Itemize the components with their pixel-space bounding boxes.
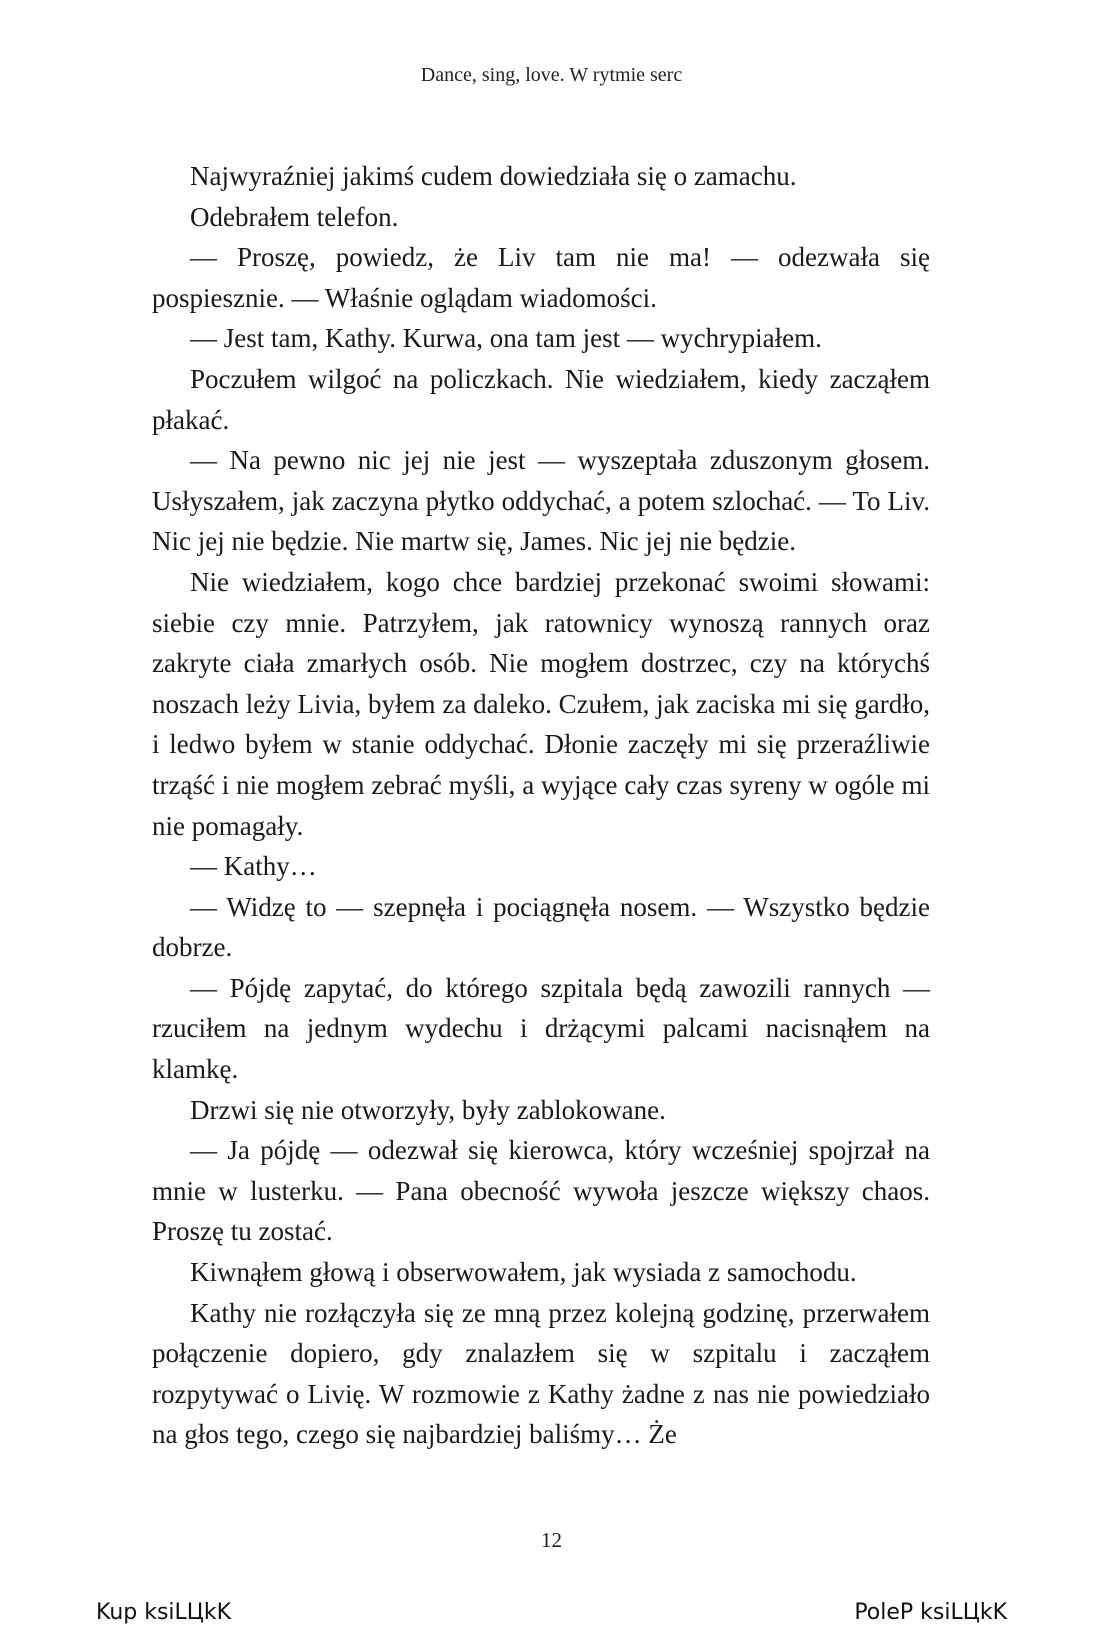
paragraph: — Ja pójdę — odezwał się kierowca, który wcześniej spojrzał na mnie w lusterku. — Pana obecność wywoła jeszcze większy chaos. Proszę tu zostać. [152, 1135, 930, 1247]
paragraph: — Pójdę zapytać, do którego szpitala będą zawozili rannych — rzuciłem na jednym wydechu i drżącymi palcami nacisnąłem na klamkę. [152, 972, 930, 1085]
recommend-book-link[interactable]: PoleP ksiLЦkK [854, 1600, 1007, 1625]
paragraph: Drzwi się nie otworzyły, były zablokowane. [190, 1094, 666, 1125]
paragraph: Kiwnąłem głową i obserwowałem, jak wysiada z samochodu. [190, 1257, 857, 1288]
buy-book-link[interactable]: Kup ksiLЦkK [96, 1600, 232, 1625]
paragraph: — Jest tam, Kathy. Kurwa, ona tam jest — wychrypiałem. [190, 323, 822, 354]
paragraph: — Na pewno nic jej nie jest — wyszeptała zduszonym głosem. Usłyszałem, jak zaczyna płytko oddychać, a potem szlochać. — To Liv. Nic jej nie będzie. Nie martw się, James. Nic jej nie będzie. [152, 445, 930, 557]
paragraph: Kathy nie rozłączyła się ze mną przez kolejną godzinę, przerwałem połączenie dopiero, gdy znalazłem się w szpitalu i zacząłem rozpytywać o Livię. W rozmowie z Kathy żadne z nas nie powiedziało na głos tego, czego się najbardziej baliśmy… Że [152, 1297, 930, 1450]
paragraph: — Widzę to — szepnęła i pociągnęła nosem. — Wszystko będzie dobrze. [152, 891, 930, 963]
page-number: 12 [541, 1528, 562, 1552]
paragraph: — Proszę, powiedz, że Liv tam nie ma! — odezwała się pospiesznie. — Właśnie oglądam wiadomości. [152, 242, 930, 313]
running-head: Dance, sing, love. W rytmie serc [420, 64, 683, 86]
paragraph: Poczułem wilgoć na policzkach. Nie wiedziałem, kiedy zacząłem płakać. [152, 363, 930, 435]
paragraph: Nie wiedziałem, kogo chce bardziej przekonać swoimi słowami: siebie czy mnie. Patrzyłem, jak ratownicy wynoszą rannych oraz zakryte ciała zmarłych osób. Nie mogłem dostrzec, czy na którychś noszach leży Livia, byłem za daleko. Czułem, jak zaciska mi się gardło, i ledwo byłem w stanie oddychać. Dłonie zaczęły mi się przeraźliwie trząść i nie mogłem zebrać myśli, a wyjące cały czas syreny w ogóle mi nie pomagały. [152, 566, 930, 841]
paragraph: Odebrałem telefon. [190, 201, 399, 232]
paragraph: — Kathy… [190, 851, 317, 882]
paragraph: Najwyraźniej jakimś cudem dowiedziała się o zamachu. [190, 161, 797, 191]
body-text [152, 156, 930, 1455]
